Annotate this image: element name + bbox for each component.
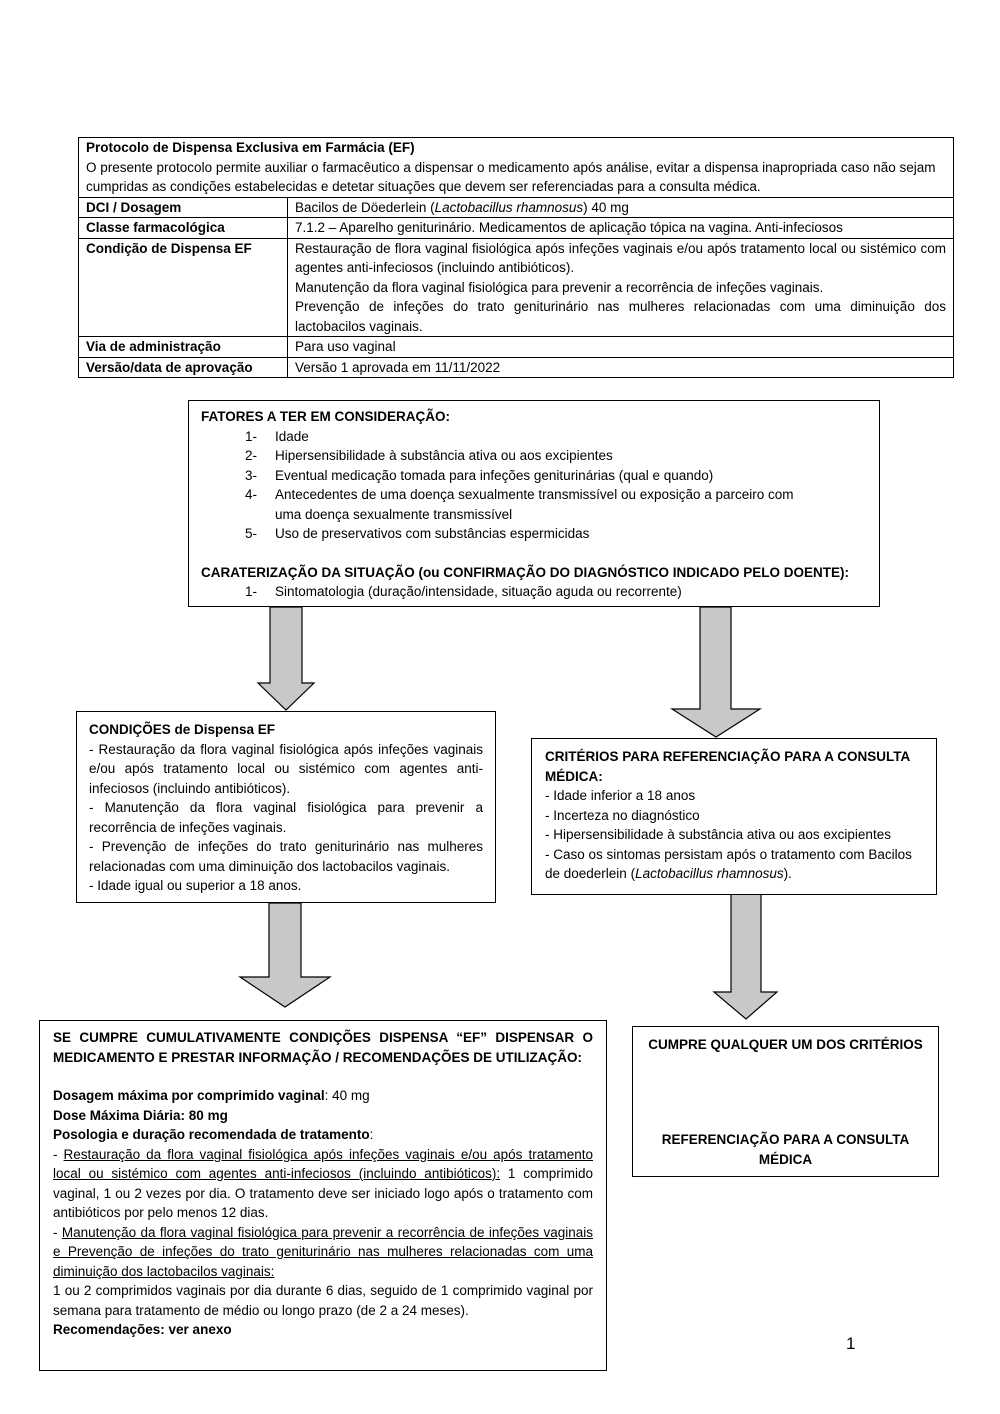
max-dose: Dosagem máxima por comprimido vaginal: 40 mg [53, 1088, 370, 1103]
situation-heading: CARATERIZAÇÃO DA SITUAÇÃO (ou CONFIRMAÇÃO DO DIAGNÓSTICO INDICADO PELO DOENTE): [201, 564, 849, 580]
row-value: Bacilos de Döederlein (Lactobacillus rhamnosus) 40 mg [288, 197, 954, 218]
condition-paragraph: Manutenção da flora vaginal fisiológica para prevenir a recorrência de infeções vaginais. [295, 279, 824, 295]
condition-paragraph: Prevenção de infeções do trato geniturinário nas mulheres relacionadas com uma diminuição dos lactobacilos vaginais. [295, 299, 946, 334]
daily-max-dose: Dose Máxima Diária: 80 mg [53, 1107, 228, 1123]
conditions-heading: CONDIÇÕES de Dispensa EF [89, 722, 276, 737]
criteria-met-label: CUMPRE QUALQUER UM DOS CRITÉRIOS [648, 1037, 923, 1052]
list-item: 1- Sintomatologia (duração/intensidade, situação aguda ou recorrente) [245, 584, 682, 599]
row-value: Para uso vaginal [288, 337, 954, 358]
posology-restoration: - Restauração da flora vaginal fisiológica após infeções vaginais e/ou após tratamento local ou sistémico com agentes anti-infeciosos (incluindo antibióticos): 1 comprimido vaginal, 1 ou 2 vezes por dia. O tratamento deve ser iniciado logo após o tratamento com antibióticos por pelo menos 12 dias. [53, 1146, 594, 1220]
posology: Posologia e duração recomendada de tratamento: [53, 1127, 374, 1142]
list-item: 1- Idade [245, 428, 309, 444]
referral-action-label: REFERENCIAÇÃO PARA A CONSULTA MÉDICA [661, 1132, 910, 1167]
condition-paragraph: Restauração de flora vaginal fisiológica após infeções vaginais e/ou após tratamento local ou sistémico com agentes anti-infeciosos (incluindo antibióticos). [295, 240, 946, 275]
protocol-title: Protocolo de Dispensa Exclusiva em Farmácia (EF) [86, 140, 415, 155]
protocol-intro: O presente protocolo permite auxiliar o farmacêutico a dispensar o medicamento após análise, evitar a dispensa inapropriada caso não sejam cumpridas as condições estabelecidas e detetar situações que devem ser referenciadas para a consulta médica. [86, 159, 936, 194]
dispense-heading: SE CUMPRE CUMULATIVAMENTE CONDIÇÕES DISPENSA “EF” DISPENSAR O MEDICAMENTO E PRESTAR INFORMAÇÃO / RECOMENDAÇÕES DE UTILIZAÇÃO: [53, 1030, 593, 1065]
list-item: - Prevenção de infeções do trato geniturinário nas mulheres relacionadas com uma diminuição dos lactobacilos vaginais. [89, 839, 483, 874]
conditions-box [76, 711, 496, 903]
row-value: 7.1.2 – Aparelho geniturinário. Medicamentos de aplicação tópica na vagina. Anti-infeciosos [288, 218, 954, 239]
row-value: Versão 1 aprovada em 11/11/2022 [288, 357, 954, 378]
list-item: - Hipersensibilidade à substância ativa ou aos excipientes [545, 827, 891, 842]
referral-box [632, 1026, 939, 1177]
arrow-down-icon [714, 893, 777, 1019]
list-item: - Incerteza no diagnóstico [545, 807, 700, 823]
factors-heading: FATORES A TER EM CONSIDERAÇÃO: [201, 409, 451, 424]
row-key: Classe farmacológica [79, 218, 288, 239]
row-key: Condição de Dispensa EF [79, 238, 288, 337]
arrow-down-icon [672, 607, 760, 737]
list-item: 2- Hipersensibilidade à substância ativa ou aos excipientes [245, 448, 613, 463]
list-item: 4- Antecedentes de uma doença sexualmente transmissível ou exposição a parceiro com uma doença sexualmente transmissível [245, 487, 794, 522]
row-key: Via de administração [79, 337, 288, 358]
row-key: DCI / Dosagem [79, 197, 288, 218]
criteria-box [531, 738, 937, 895]
list-item: - Idade inferior a 18 anos [545, 788, 696, 803]
criteria-heading: CRITÉRIOS PARA REFERENCIAÇÃO PARA A CONSULTA MÉDICA: [545, 749, 910, 784]
row-key: Versão/data de aprovação [79, 357, 288, 378]
list-item: - Manutenção da flora vaginal fisiológica para prevenir a recorrência de infeções vaginais. [89, 800, 483, 835]
dispense-box [39, 1020, 607, 1371]
list-item: 5- Uso de preservativos com substâncias espermicidas [245, 526, 590, 541]
posology-maintenance: - Manutenção da flora vaginal fisiológica para prevenir a recorrência de infeções vaginais e Prevenção de infeções do trato geniturinário nas mulheres relacionadas com uma diminuição dos lactobacilos vaginais: 1 ou 2 comprimidos vaginais por dia durante 6 dias, seguido de 1 comprimido vaginal por semana para tratamento de médio ou longo prazo (de 2 a 24 meses). [53, 1224, 594, 1318]
list-item: - Caso os sintomas persistam após o tratamento com Bacilos de doederlein (Lactobacillus rhamnosus). [545, 846, 912, 881]
page-number: 1 [846, 1334, 856, 1353]
arrow-down-icon [258, 607, 314, 710]
list-item: - Idade igual ou superior a 18 anos. [89, 878, 302, 893]
list-item: 3- Eventual medicação tomada para infeções geniturinárias (qual e quando) [245, 467, 714, 483]
recommendations: Recomendações: ver anexo [53, 1322, 232, 1337]
arrow-down-icon [240, 903, 330, 1007]
list-item: - Restauração da flora vaginal fisiológica após infeções vaginais e/ou após tratamento local ou sistémico com agentes anti-infeciosos (incluindo antibióticos). [89, 741, 483, 796]
